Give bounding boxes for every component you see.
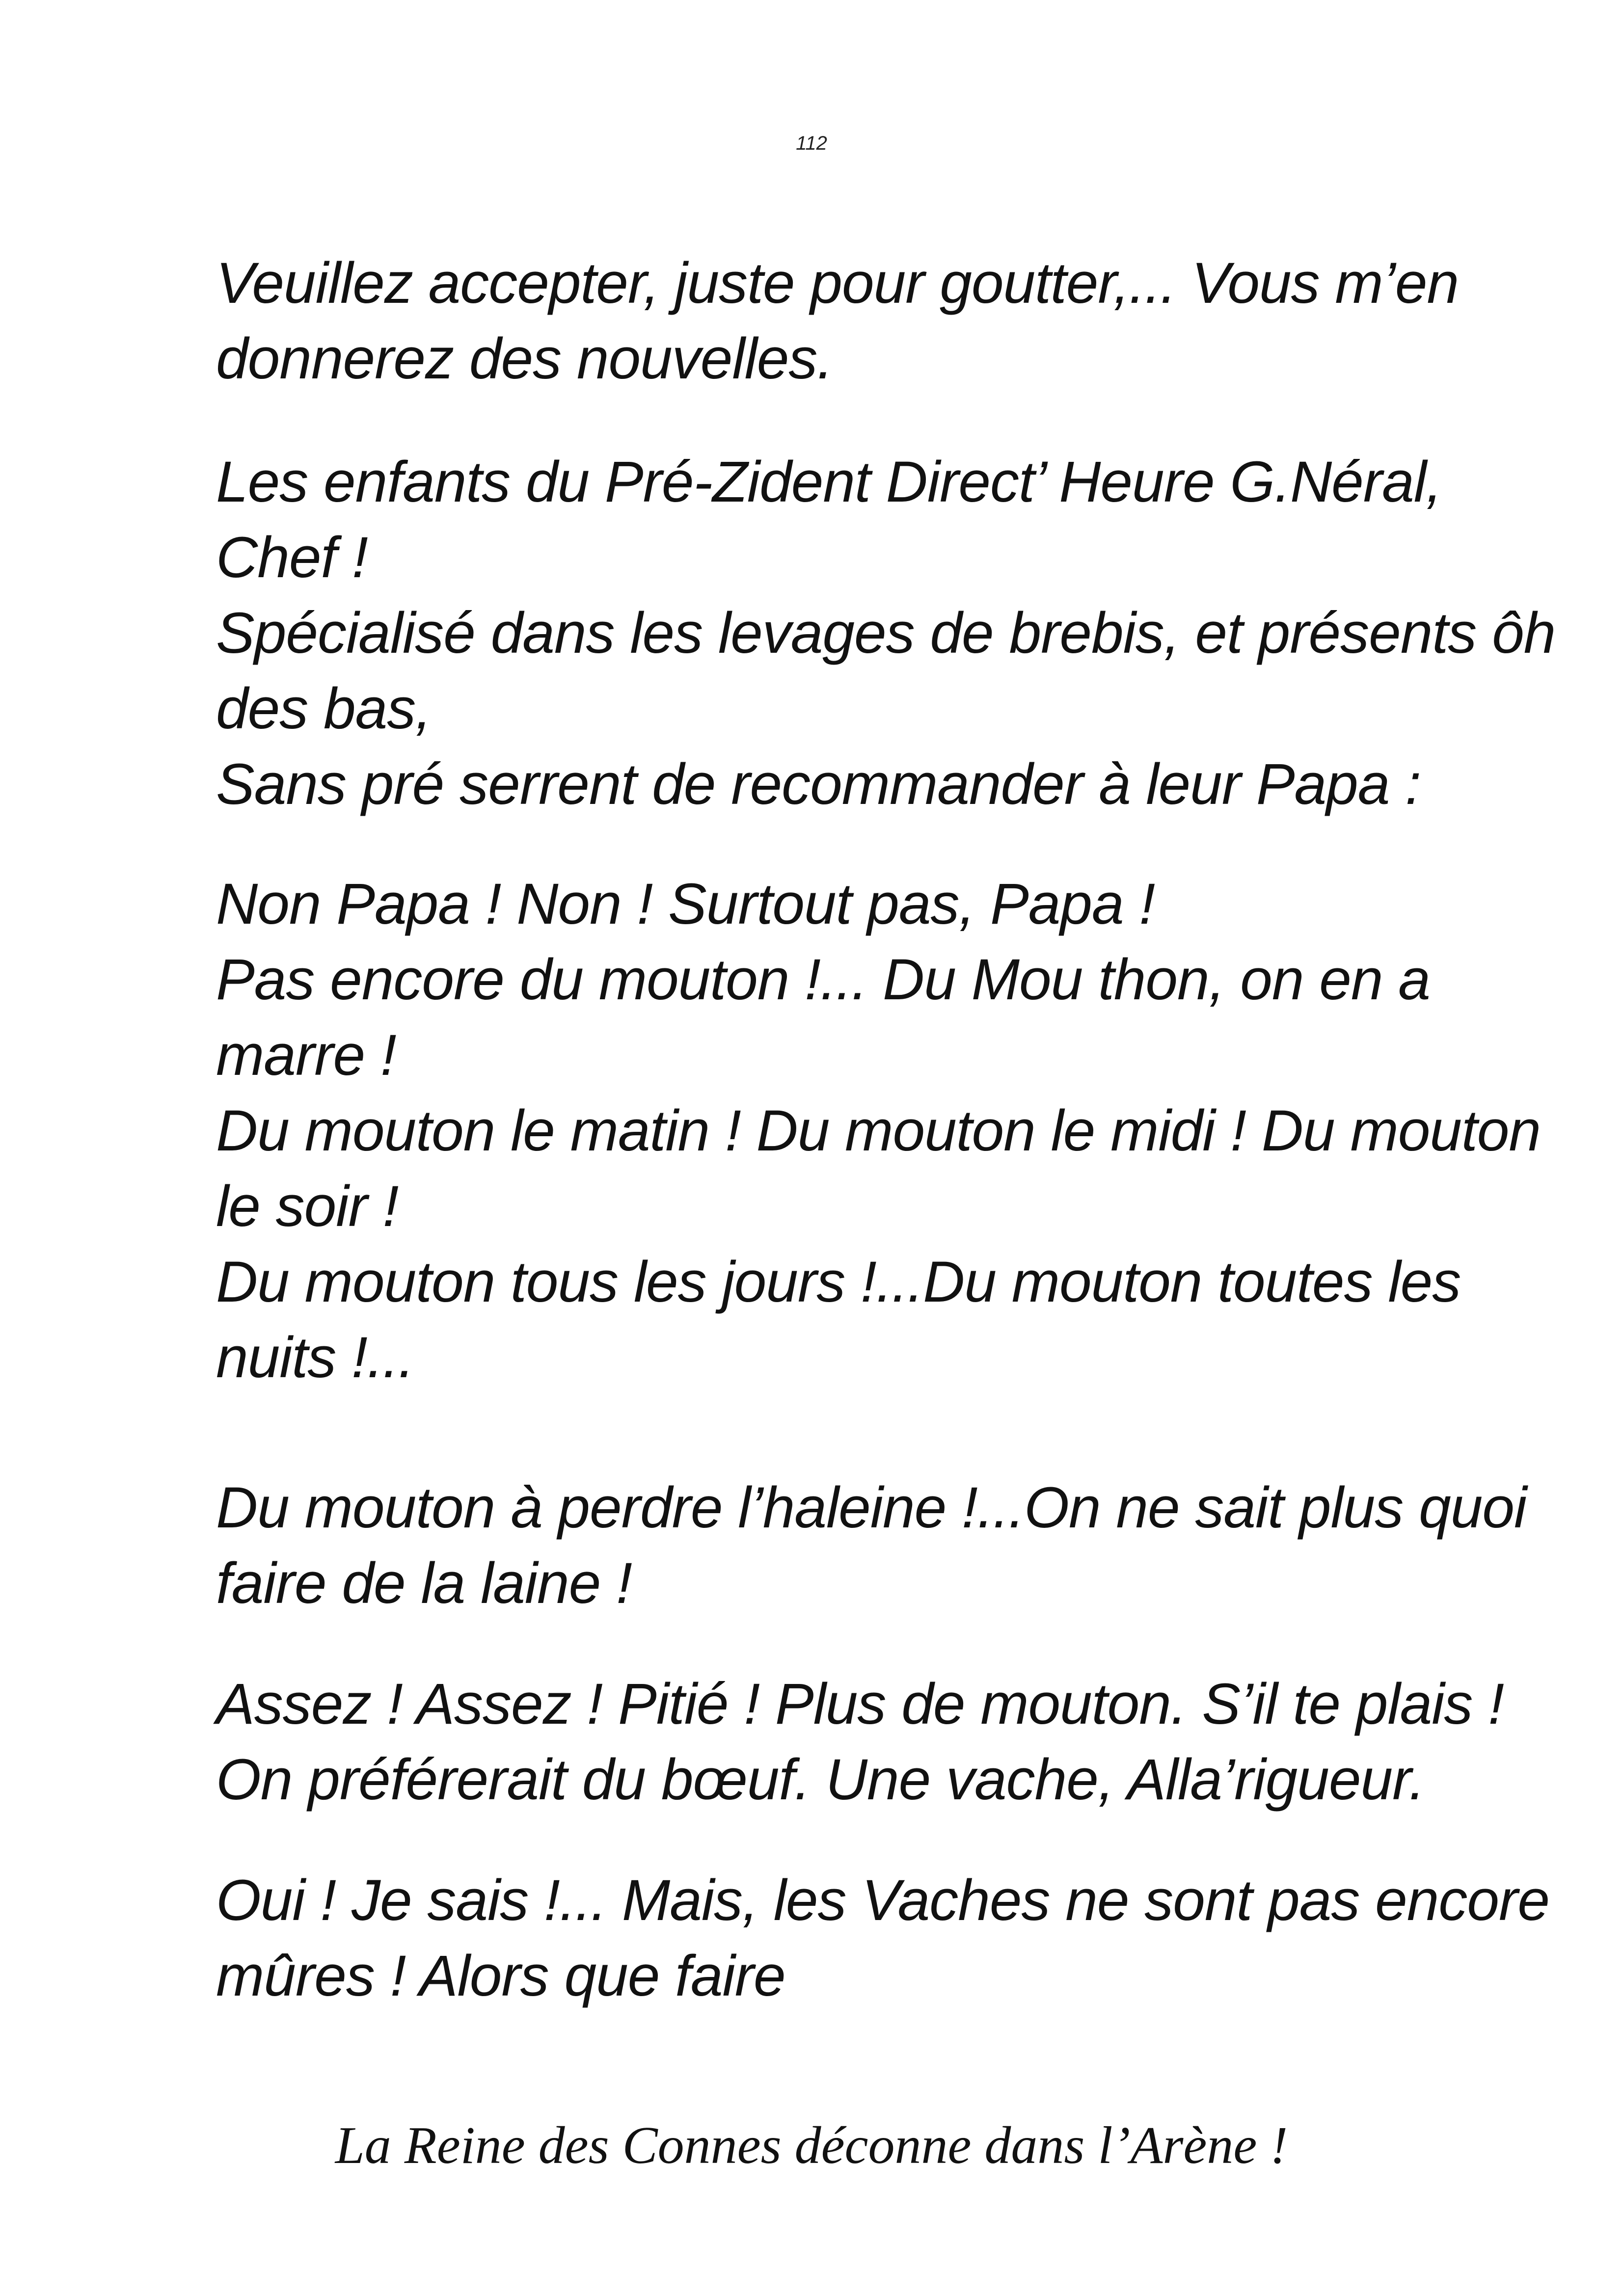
paragraph-4 (216, 1470, 1532, 1621)
text-line: Assez ! Assez ! Pitié ! Plus de mouton. S’il te plais ! (216, 1672, 1504, 1736)
paragraph-1 (216, 245, 1532, 397)
text-line: Veuillez accepter, juste pour goutter,... Vous m’en (216, 251, 1459, 316)
text-line: Chef ! (216, 525, 368, 590)
paragraph-2 (216, 444, 1556, 822)
paragraph-3 (216, 866, 1541, 1395)
text-line: marre ! (216, 1023, 396, 1088)
text-line: Non Papa ! Non ! Surtout pas, Papa ! (216, 872, 1155, 936)
footer-title: La Reine des Connes déconne dans l’Arène ! (335, 2116, 1288, 2175)
text-line: le soir ! (216, 1174, 399, 1239)
text-line: Du mouton à perdre l’haleine !...On ne sait plus quoi (216, 1475, 1527, 1540)
text-line: Pas encore du mouton !... Du Mou thon, on en a (216, 947, 1430, 1012)
paragraph-5 (216, 1666, 1532, 1817)
paragraph-6 (216, 1863, 1549, 2014)
text-line: faire de la laine ! (216, 1551, 632, 1616)
text-line: Du mouton tous les jours !...Du mouton toutes les (216, 1250, 1461, 1314)
text-line: des bas, (216, 676, 432, 741)
text-line: donnerez des nouvelles. (216, 326, 833, 391)
text-line: nuits !... (216, 1325, 414, 1390)
text-line: mûres ! Alors que faire (216, 1944, 785, 2008)
page-number: 112 (796, 133, 827, 154)
text-line: Du mouton le matin ! Du mouton le midi ! Du mouton (216, 1098, 1541, 1163)
text-line: On préférerait du bœuf. Une vache, Alla’rigueur. (216, 1747, 1425, 1812)
text-line: Les enfants du Pré-Zident Direct’ Heure G.Néral, (216, 450, 1442, 514)
text-line: Oui ! Je sais !... Mais, les Vaches ne sont pas encore (216, 1868, 1549, 1933)
text-line: Sans pré serrent de recommander à leur Papa : (216, 752, 1421, 817)
text-line: Spécialisé dans les levages de brebis, et présents ôh (216, 601, 1556, 666)
